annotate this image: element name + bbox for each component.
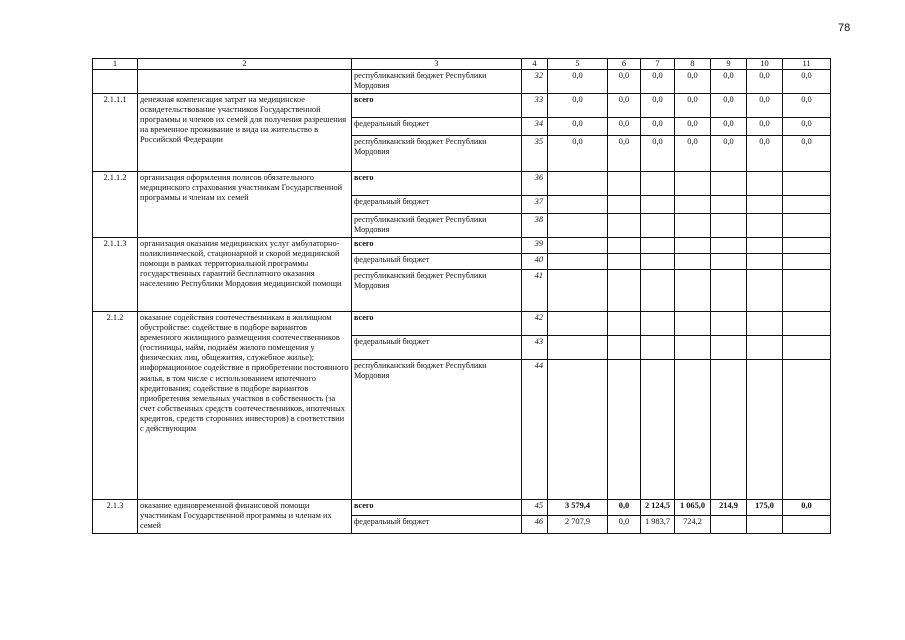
value-cell <box>783 254 831 270</box>
value-cell <box>747 214 783 238</box>
value-cell <box>783 312 831 336</box>
row-number-cell: 42 <box>522 312 548 336</box>
value-cell <box>641 238 675 254</box>
funding-source-cell: республиканский бюджет Республики Мордовия <box>352 136 522 172</box>
value-cell: 0,0 <box>711 70 747 94</box>
page-number: 78 <box>838 22 851 34</box>
value-cell: 0,0 <box>608 70 641 94</box>
row-number-cell: 38 <box>522 214 548 238</box>
value-cell <box>641 214 675 238</box>
item-description-cell <box>138 70 352 94</box>
value-cell <box>608 214 641 238</box>
row-number-cell: 36 <box>522 172 548 196</box>
value-cell <box>747 270 783 312</box>
value-cell: 724,2 <box>675 516 711 534</box>
header-cell: 2 <box>138 59 352 70</box>
value-cell <box>747 360 783 500</box>
value-cell: 1 065,0 <box>675 500 711 516</box>
value-cell: 0,0 <box>675 70 711 94</box>
value-cell <box>548 238 608 254</box>
value-cell <box>675 172 711 196</box>
value-cell: 0,0 <box>608 500 641 516</box>
value-cell <box>747 312 783 336</box>
value-cell: 0,0 <box>548 118 608 136</box>
item-code-cell: 2.1.1.2 <box>93 172 138 238</box>
item-code-cell <box>93 70 138 94</box>
value-cell <box>548 214 608 238</box>
value-cell: 175,0 <box>747 500 783 516</box>
value-cell <box>608 336 641 360</box>
value-cell: 0,0 <box>783 136 831 172</box>
value-cell <box>747 516 783 534</box>
item-code-cell: 2.1.1.3 <box>93 238 138 312</box>
funding-source-cell: федеральный бюджет <box>352 254 522 270</box>
funding-source-cell: федеральный бюджет <box>352 196 522 214</box>
value-cell <box>711 336 747 360</box>
row-number-cell: 35 <box>522 136 548 172</box>
value-cell: 2 707,9 <box>548 516 608 534</box>
row-number-cell: 39 <box>522 238 548 254</box>
value-cell <box>548 196 608 214</box>
value-cell <box>711 360 747 500</box>
row-number-cell: 32 <box>522 70 548 94</box>
header-cell: 10 <box>747 59 783 70</box>
value-cell <box>608 360 641 500</box>
value-cell <box>675 214 711 238</box>
value-cell: 0,0 <box>711 118 747 136</box>
value-cell <box>747 172 783 196</box>
value-cell: 0,0 <box>675 118 711 136</box>
value-cell <box>783 214 831 238</box>
row-number-cell: 34 <box>522 118 548 136</box>
value-cell <box>711 254 747 270</box>
value-cell: 0,0 <box>548 94 608 118</box>
value-cell <box>608 254 641 270</box>
item-description-cell: оказание содействия соотечественникам в жилищном обустройстве: содействие в подборе вариантов временного жилищного размещения соотечественников (гостиницы, найм, поднаём жилого помещения у физических лиц, общежития, служебное жилье); информационное содействие в приобретении постоянного жилья, в том числе с использованием ипотечного кредитования; содействие в подборе вариантов приобретения земельных участков в собственность (за счет собственных средств соотечественников, ипотечных кредитов, средств сторонних инвесторов) в соответствии с действующим <box>138 312 352 500</box>
header-cell: 1 <box>93 59 138 70</box>
value-cell <box>675 336 711 360</box>
item-description-cell: денежная компенсация затрат на медицинское освидетельствование участников Государственной программы и членов их семей для получения разрешения на временное проживание и вида на жительство в Российской Федерации <box>138 94 352 172</box>
header-row <box>93 59 831 70</box>
value-cell <box>641 312 675 336</box>
value-cell: 2 124,5 <box>641 500 675 516</box>
value-cell: 3 579,4 <box>548 500 608 516</box>
value-cell <box>711 238 747 254</box>
value-cell: 0,0 <box>641 94 675 118</box>
table-row <box>93 312 831 336</box>
value-cell <box>747 238 783 254</box>
value-cell <box>608 196 641 214</box>
funding-source-cell: всего <box>352 312 522 336</box>
value-cell <box>711 172 747 196</box>
value-cell: 1 983,7 <box>641 516 675 534</box>
value-cell <box>548 254 608 270</box>
funding-source-cell: республиканский бюджет Республики Мордовия <box>352 360 522 500</box>
value-cell <box>783 270 831 312</box>
header-cell: 11 <box>783 59 831 70</box>
value-cell <box>711 516 747 534</box>
header-cell: 3 <box>352 59 522 70</box>
value-cell <box>747 336 783 360</box>
item-description-cell: оказание единовременной финансовой помощи участникам Государственной программы и членам их семей <box>138 500 352 534</box>
value-cell <box>608 172 641 196</box>
value-cell <box>641 254 675 270</box>
value-cell: 0,0 <box>747 94 783 118</box>
value-cell: 0,0 <box>783 70 831 94</box>
value-cell <box>783 238 831 254</box>
row-number-cell: 45 <box>522 500 548 516</box>
value-cell: 0,0 <box>641 118 675 136</box>
value-cell <box>641 172 675 196</box>
value-cell: 0,0 <box>675 94 711 118</box>
value-cell: 0,0 <box>608 94 641 118</box>
table-row <box>93 238 831 254</box>
funding-source-cell: всего <box>352 172 522 196</box>
value-cell: 0,0 <box>641 70 675 94</box>
value-cell: 0,0 <box>608 136 641 172</box>
funding-source-cell: всего <box>352 500 522 516</box>
value-cell <box>608 238 641 254</box>
value-cell <box>747 254 783 270</box>
value-cell: 0,0 <box>548 136 608 172</box>
budget-table <box>92 58 831 534</box>
item-description-cell: организация оформления полисов обязательного медицинского страхования участникам Государственной программы и членам их семей <box>138 172 352 238</box>
value-cell <box>675 270 711 312</box>
value-cell: 0,0 <box>711 136 747 172</box>
header-cell: 8 <box>675 59 711 70</box>
header-cell: 9 <box>711 59 747 70</box>
value-cell <box>711 270 747 312</box>
value-cell <box>747 196 783 214</box>
value-cell <box>675 196 711 214</box>
value-cell <box>641 360 675 500</box>
value-cell <box>675 312 711 336</box>
value-cell <box>711 196 747 214</box>
value-cell: 0,0 <box>608 516 641 534</box>
funding-source-cell: всего <box>352 94 522 118</box>
value-cell <box>608 312 641 336</box>
value-cell: 0,0 <box>747 136 783 172</box>
value-cell <box>548 312 608 336</box>
funding-source-cell: всего <box>352 238 522 254</box>
value-cell: 0,0 <box>747 118 783 136</box>
value-cell <box>548 336 608 360</box>
value-cell: 0,0 <box>675 136 711 172</box>
value-cell <box>783 360 831 500</box>
funding-source-cell: федеральный бюджет <box>352 118 522 136</box>
row-number-cell: 46 <box>522 516 548 534</box>
value-cell <box>675 360 711 500</box>
header-cell: 6 <box>608 59 641 70</box>
value-cell: 0,0 <box>783 500 831 516</box>
table-row <box>93 500 831 516</box>
item-code-cell: 2.1.1.1 <box>93 94 138 172</box>
header-cell: 7 <box>641 59 675 70</box>
row-number-cell: 41 <box>522 270 548 312</box>
value-cell <box>783 172 831 196</box>
table-row <box>93 94 831 118</box>
item-description-cell: организация оказания медицинских услуг амбулаторно-поликлинической, стационарной и скорой медицинской помощи в рамках территориальной программы государственных гарантий бесплатного оказания населению Республики Мордовия медицинской помощи <box>138 238 352 312</box>
value-cell <box>608 270 641 312</box>
item-code-cell: 2.1.2 <box>93 312 138 500</box>
value-cell <box>548 270 608 312</box>
funding-source-cell: республиканский бюджет Республики Мордовия <box>352 214 522 238</box>
value-cell <box>783 196 831 214</box>
value-cell <box>783 516 831 534</box>
row-number-cell: 44 <box>522 360 548 500</box>
value-cell <box>675 254 711 270</box>
table-row <box>93 172 831 196</box>
row-number-cell: 37 <box>522 196 548 214</box>
row-number-cell: 33 <box>522 94 548 118</box>
header-cell: 4 <box>522 59 548 70</box>
value-cell: 0,0 <box>711 94 747 118</box>
value-cell <box>548 172 608 196</box>
item-code-cell: 2.1.3 <box>93 500 138 534</box>
value-cell: 0,0 <box>783 94 831 118</box>
value-cell <box>675 238 711 254</box>
row-number-cell: 40 <box>522 254 548 270</box>
value-cell: 0,0 <box>747 70 783 94</box>
funding-source-cell: федеральный бюджет <box>352 336 522 360</box>
funding-source-cell: республиканский бюджет Республики Мордовия <box>352 270 522 312</box>
funding-source-cell: федеральный бюджет <box>352 516 522 534</box>
value-cell <box>711 312 747 336</box>
row-number-cell: 43 <box>522 336 548 360</box>
value-cell <box>641 270 675 312</box>
value-cell <box>548 360 608 500</box>
value-cell <box>783 336 831 360</box>
value-cell: 0,0 <box>641 136 675 172</box>
value-cell: 0,0 <box>548 70 608 94</box>
funding-source-cell: республиканский бюджет Республики Мордовия <box>352 70 522 94</box>
value-cell: 0,0 <box>783 118 831 136</box>
value-cell <box>641 336 675 360</box>
value-cell: 214,9 <box>711 500 747 516</box>
value-cell: 0,0 <box>608 118 641 136</box>
value-cell <box>641 196 675 214</box>
value-cell <box>711 214 747 238</box>
header-cell: 5 <box>548 59 608 70</box>
table-row <box>93 70 831 94</box>
